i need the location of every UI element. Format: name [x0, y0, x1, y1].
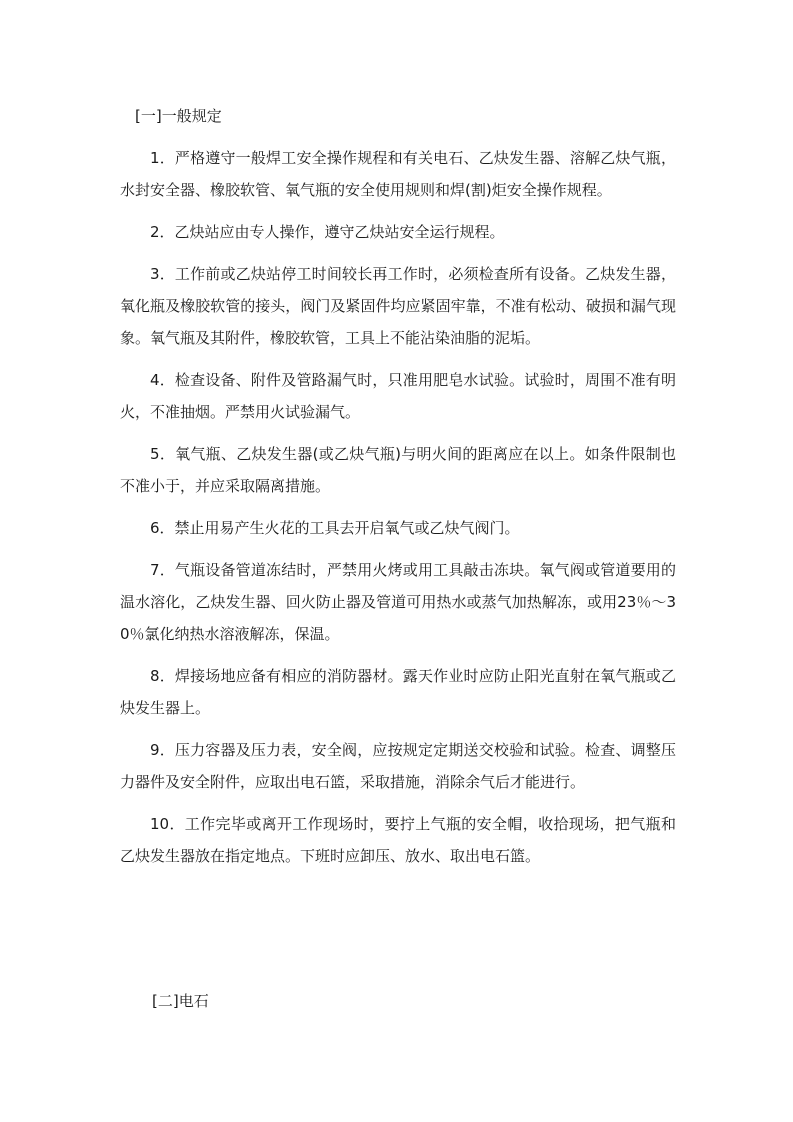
- document-body: [120, 100, 676, 882]
- rule-item-5: 5．氧气瓶、乙炔发生器(或乙炔气瓶)与明火间的距离应在以上。如条件限制也不准小于，并应采取隔离措施。: [120, 445, 676, 495]
- section-heading-calcium-carbide: [二]电石: [152, 992, 209, 1010]
- rule-item-1: 1．严格遵守一般焊工安全操作规程和有关电石、乙炔发生器、溶解乙炔气瓶，水封安全器、橡胶软管、氧气瓶的安全使用规则和焊(割)炬安全操作规程。: [120, 149, 676, 199]
- rule-item-8: 8．焊接场地应备有相应的消防器材。露天作业时应防止阳光直射在氧气瓶或乙炔发生器上。: [120, 667, 676, 717]
- rule-item-9: 9．压力容器及压力表，安全阀，应按规定定期送交校验和试验。检查、调整压力器件及安全附件，应取出电石篮，采取措施，消除余气后才能进行。: [120, 741, 676, 791]
- rule-item-10: 10．工作完毕或离开工作现场时，要拧上气瓶的安全帽，收拾现场，把气瓶和乙炔发生器放在指定地点。下班时应卸压、放水、取出电石篮。: [120, 815, 676, 865]
- section-heading-general-rules: [一]一般规定: [135, 107, 222, 125]
- rule-item-7: 7．气瓶设备管道冻结时，严禁用火烤或用工具敲击冻块。氧气阀或管道要用的温水溶化，乙炔发生器、回火防止器及管道可用热水或蒸气加热解冻，或用23％～30％氯化纳热水溶液解冻，保温。: [120, 561, 676, 643]
- rule-item-3: 3．工作前或乙炔站停工时间较长再工作时，必须检查所有设备。乙炔发生器，氧化瓶及橡胶软管的接头，阀门及紧固件均应紧固牢靠，不准有松动、破损和漏气现象。氧气瓶及其附件，橡胶软管，工具上不能沾染油脂的泥垢。: [120, 265, 676, 347]
- rule-item-2: 2．乙炔站应由专人操作，遵守乙炔站安全运行规程。: [150, 223, 505, 241]
- rule-item-4: 4．检查设备、附件及管路漏气时，只准用肥皂水试验。试验时，周围不准有明火，不准抽烟。严禁用火试验漏气。: [120, 371, 676, 421]
- rule-item-6: 6．禁止用易产生火花的工具去开启氧气或乙炔气阀门。: [150, 519, 520, 537]
